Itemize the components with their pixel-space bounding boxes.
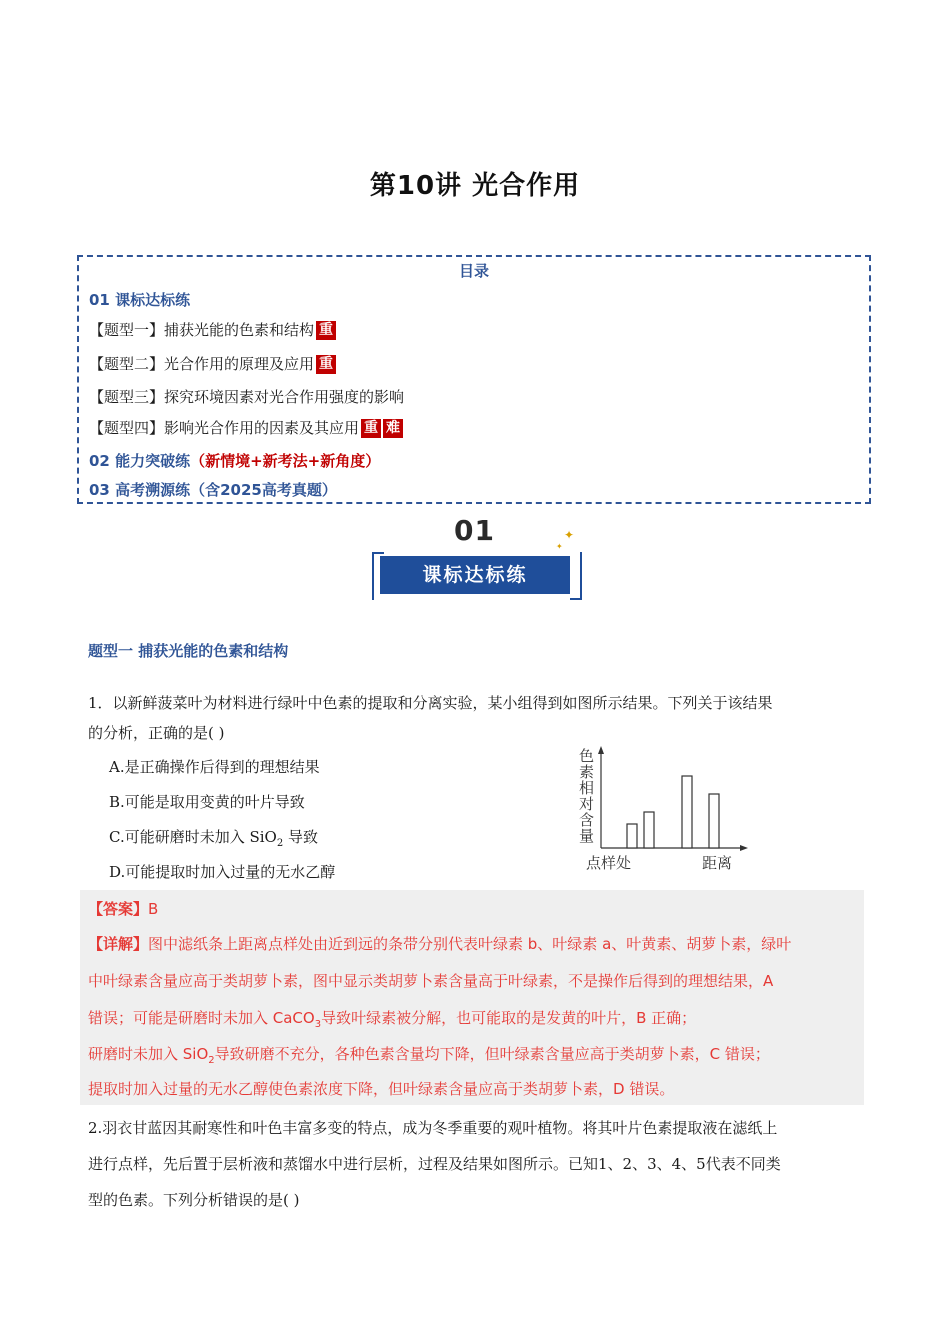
key-badge: 重 bbox=[361, 419, 381, 438]
option-c-text: C.可能研磨时未加入 SiO bbox=[109, 828, 277, 846]
option-c[interactable] bbox=[109, 827, 318, 854]
detail-subscript: 3 bbox=[314, 1019, 322, 1030]
question-2-line-1: 2.羽衣甘蓝因其耐寒性和叶色丰富多变的特点，成为冬季重要的观叶植物。将其叶片色素提取液在滤纸上 bbox=[88, 1119, 778, 1137]
x-axis-arrow bbox=[740, 845, 748, 851]
question-2-line-3: 型的色素。下列分析错误的是( ) bbox=[88, 1191, 300, 1209]
toc-item-label: 【题型三】探究环境因素对光合作用强度的影响 bbox=[89, 388, 405, 406]
chart-bar bbox=[644, 812, 654, 848]
toc-item-label: 【题型一】捕获光能的色素和结构 bbox=[89, 321, 315, 339]
toc-heading: 目录 bbox=[458, 262, 489, 280]
sparkle-icon: ✦ bbox=[556, 542, 563, 551]
question-1-stem bbox=[88, 688, 868, 748]
sparkle-icon: ✦ bbox=[564, 528, 575, 542]
toc-item-3[interactable] bbox=[89, 386, 404, 407]
key-badge: 重 bbox=[316, 355, 336, 374]
chart-ylabel: 色素相对含量 bbox=[577, 748, 595, 844]
answer-line bbox=[88, 898, 158, 919]
toc-item-2[interactable] bbox=[89, 353, 336, 374]
toc-section-2-label: 02 能力突破练 bbox=[89, 452, 191, 470]
detail-line-5: 提取时加入过量的无水乙醇使色素浓度下降，但叶绿素含量应高于类胡萝卜素，D 错误。 bbox=[88, 1080, 675, 1098]
question-1-line-1: 1．以新鲜菠菜叶为材料进行绿叶中色素的提取和分离实验，某小组得到如图所示结果。下列关于该结果 bbox=[88, 694, 773, 712]
chart-bar bbox=[627, 824, 637, 848]
table-of-contents bbox=[77, 255, 871, 504]
detail-text: 导致研磨不充分，各种色素含量均下降，但叶绿素含量应高于类胡萝卜素，C 错误； bbox=[214, 1045, 770, 1063]
hard-badge: 难 bbox=[383, 419, 403, 438]
chart-x-start-label: 点样处 bbox=[586, 854, 632, 872]
option-d[interactable]: D.可能提取时加入过量的无水乙醇 bbox=[109, 863, 336, 881]
banner-bracket-right bbox=[570, 552, 582, 600]
chart-bar bbox=[682, 776, 692, 848]
toc-item-1[interactable] bbox=[89, 319, 336, 340]
banner-number: 01 bbox=[454, 514, 495, 547]
question-2-stem bbox=[88, 1110, 868, 1218]
answer-label: 【答案】 bbox=[88, 900, 149, 918]
bars bbox=[627, 776, 719, 848]
toc-item-4[interactable] bbox=[89, 417, 403, 438]
section-title: 题型一 捕获光能的色素和结构 bbox=[88, 642, 289, 660]
banner-label: 课标达标练 bbox=[380, 556, 570, 594]
detail-line-1 bbox=[88, 933, 791, 954]
option-c-subscript: 2 bbox=[276, 838, 284, 849]
answer-value: B bbox=[148, 900, 159, 918]
question-1-line-2: 的分析，正确的是( ) bbox=[88, 724, 225, 742]
toc-item-label: 【题型四】影响光合作用的因素及其应用 bbox=[89, 419, 360, 437]
toc-section-2-suffix: （新情境+新考法+新角度） bbox=[190, 452, 381, 470]
document-title: 第10讲 光合作用 bbox=[369, 171, 581, 201]
option-b[interactable]: B.可能是取用变黄的叶片导致 bbox=[109, 793, 305, 811]
toc-item-label: 【题型二】光合作用的原理及应用 bbox=[89, 355, 315, 373]
detail-line-2: 中叶绿素含量应高于类胡萝卜素，图中显示类胡萝卜素含量高于叶绿素，不是操作后得到的理想结果，A bbox=[88, 972, 774, 990]
toc-section-2[interactable] bbox=[89, 450, 380, 471]
detail-label: 【详解】 bbox=[88, 935, 149, 953]
detail-subscript: 2 bbox=[208, 1055, 215, 1066]
option-c-tail: 导致 bbox=[283, 828, 319, 846]
toc-section-1[interactable]: 01 课标达标练 bbox=[89, 291, 191, 309]
question-2-line-2: 进行点样，先后置于层析液和蒸馏水中进行层析，过程及结果如图所示。已知1、2、3、4、5代表不同类 bbox=[88, 1155, 781, 1173]
key-badge: 重 bbox=[316, 321, 336, 340]
toc-section-3[interactable]: 03 高考溯源练（含2025高考真题） bbox=[89, 481, 337, 499]
answer-box bbox=[80, 890, 864, 1105]
chart-bar bbox=[709, 794, 719, 848]
option-a[interactable]: A.是正确操作后得到的理想结果 bbox=[109, 758, 320, 776]
pigment-bar-chart bbox=[570, 740, 750, 876]
detail-text: 错误；可能是研磨时未加入 CaCO bbox=[88, 1009, 315, 1027]
detail-line-3 bbox=[88, 1007, 696, 1030]
section-banner bbox=[372, 514, 582, 594]
detail-text: 图中滤纸条上距离点样处由近到远的条带分别代表叶绿素 b、叶绿素 a、叶黄素、胡萝卜素，绿叶 bbox=[148, 935, 792, 953]
y-axis-arrow bbox=[598, 746, 604, 754]
chart-xlabel: 距离 bbox=[702, 854, 733, 872]
detail-line-4 bbox=[88, 1043, 770, 1066]
detail-text: 导致叶绿素被分解，也可能取的是发黄的叶片，B 正确； bbox=[321, 1009, 697, 1027]
detail-text: 研磨时未加入 SiO bbox=[88, 1045, 209, 1063]
